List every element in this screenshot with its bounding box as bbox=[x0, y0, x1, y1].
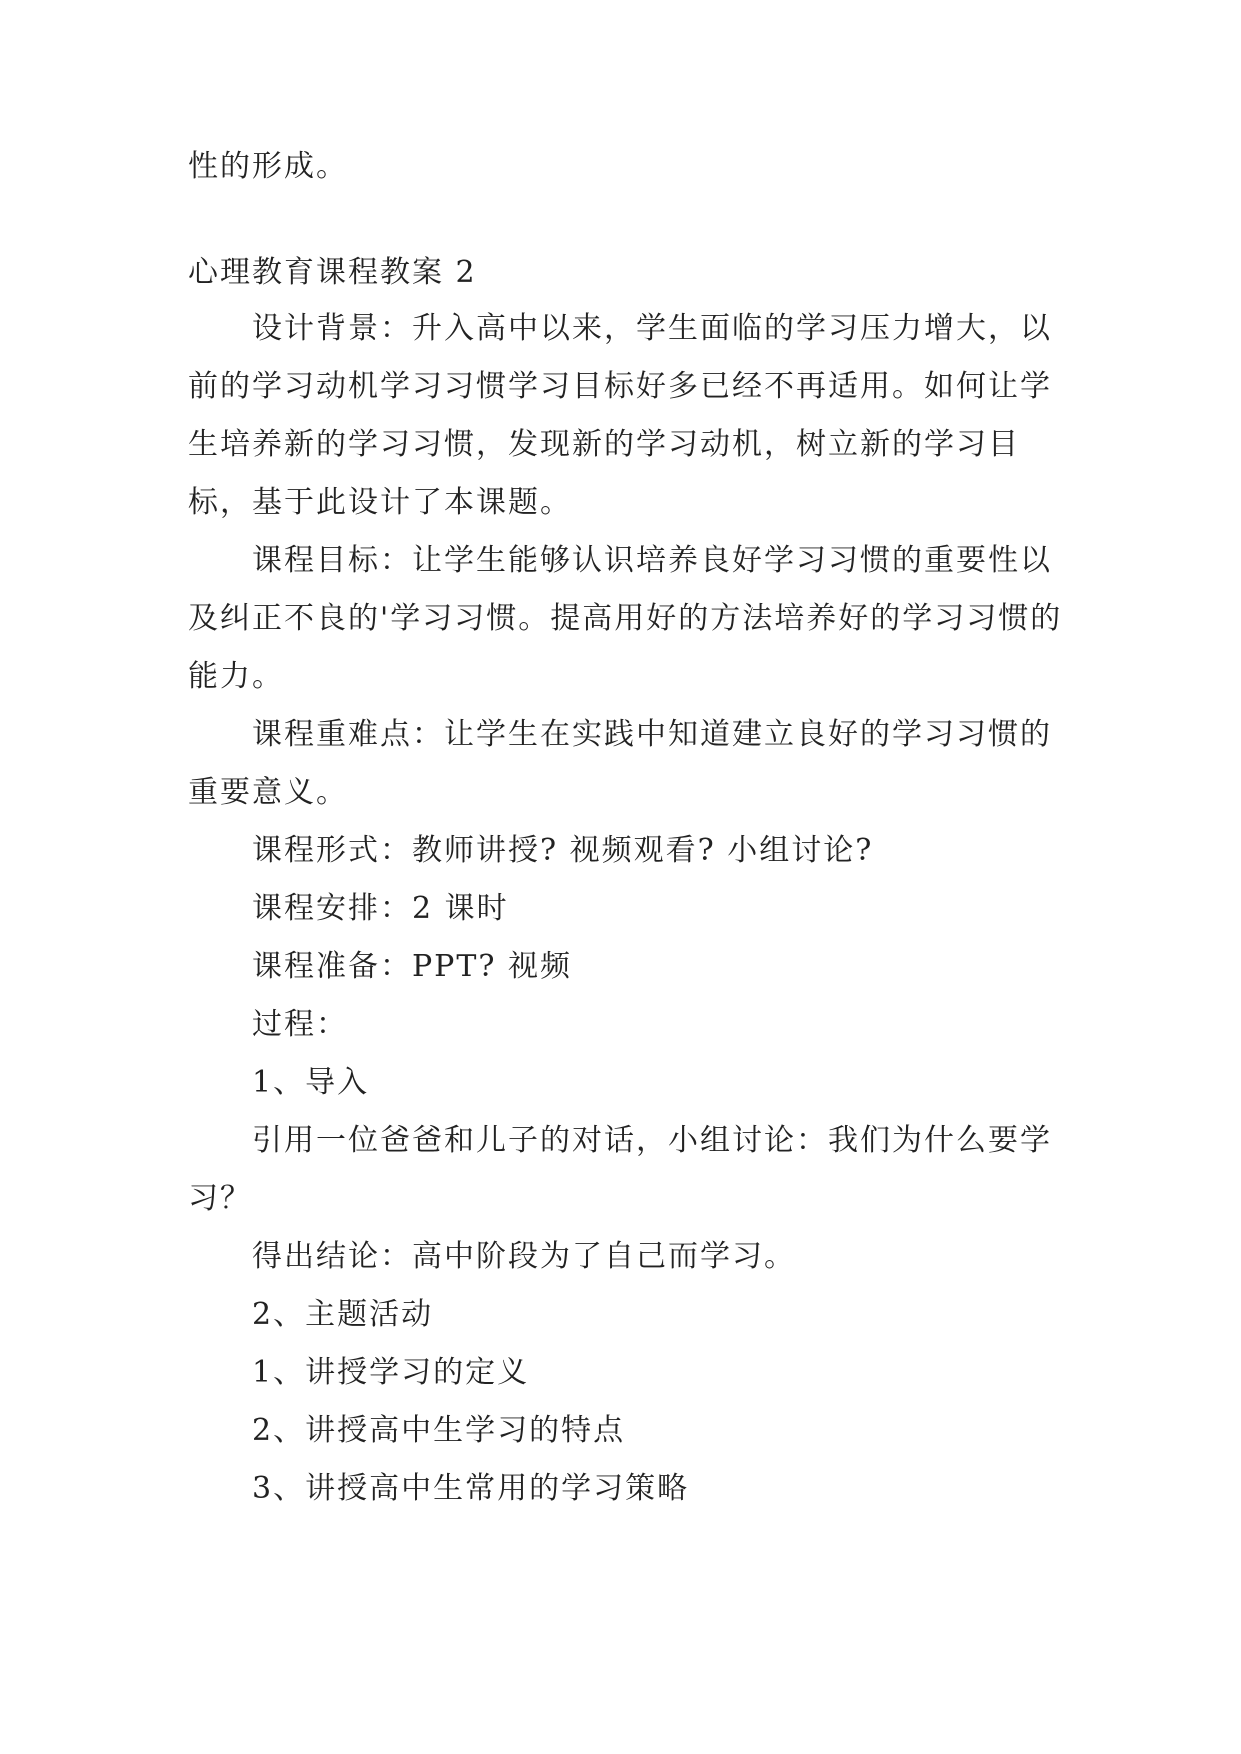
top-fragment-block bbox=[188, 138, 1068, 196]
paragraph-course-schedule: 课程安排：2 课时 bbox=[252, 891, 509, 926]
paragraph-process: 过程： bbox=[252, 1007, 348, 1042]
list-item-definition: 1、讲授学习的定义 bbox=[252, 1355, 530, 1390]
paragraph-step-intro: 1、导入 bbox=[252, 1065, 370, 1100]
paragraph-key-difficulty: 课程重难点：让学生在实践中知道建立良好的学习习惯的重要意义。 bbox=[188, 717, 1052, 810]
paragraph-intro-discussion: 引用一位爸爸和儿子的对话，小组讨论：我们为什么要学习？ bbox=[188, 1123, 1052, 1216]
paragraph-step-theme-activity: 2、主题活动 bbox=[252, 1297, 434, 1332]
section-title: 心理教育课程教案 2 bbox=[188, 255, 477, 290]
section-title-block bbox=[188, 244, 1068, 302]
paragraph-course-form: 课程形式：教师讲授? 视频观看? 小组讨论? bbox=[252, 833, 874, 868]
paragraph-course-preparation: 课程准备：PPT? 视频 bbox=[252, 949, 573, 984]
top-fragment-text: 性的形成。 bbox=[188, 149, 348, 184]
body-text bbox=[188, 300, 1068, 1518]
paragraph-course-goal: 课程目标：让学生能够认识培养良好学习习惯的重要性以及纠正不良的'学习习惯。提高用好的方法培养好的学习习惯的能力。 bbox=[188, 543, 1063, 694]
paragraph-conclusion: 得出结论：高中阶段为了自己而学习。 bbox=[252, 1239, 796, 1274]
list-item-strategies: 3、讲授高中生常用的学习策略 bbox=[252, 1471, 690, 1506]
list-item-features: 2、讲授高中生学习的特点 bbox=[252, 1413, 626, 1448]
paragraph-design-background: 设计背景：升入高中以来，学生面临的学习压力增大，以前的学习动机学习习惯学习目标好多已经不再适用。如何让学生培养新的学习习惯，发现新的学习动机，树立新的学习目标，基于此设计了本课题。 bbox=[188, 311, 1052, 520]
